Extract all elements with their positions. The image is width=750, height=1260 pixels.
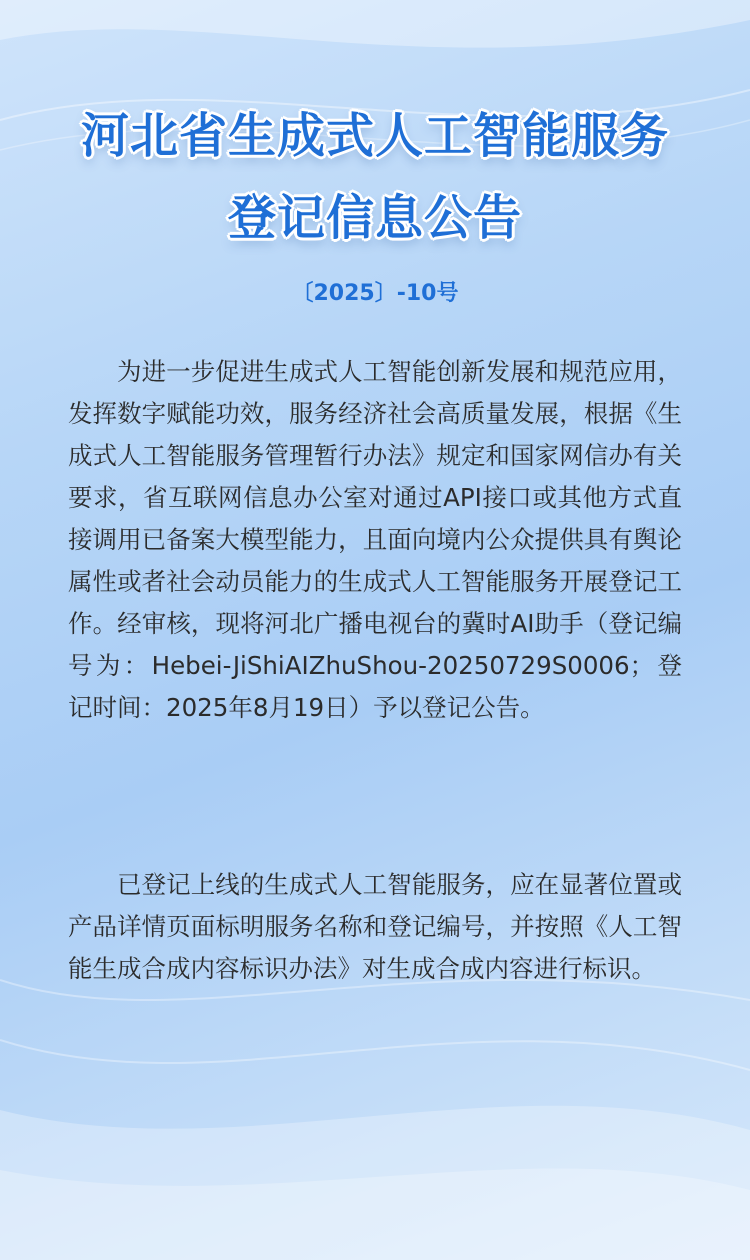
title-line-1: 河北省生成式人工智能服务 [80,108,669,164]
announcement-paragraph-1: 为进一步促进生成式人工智能创新发展和规范应用，发挥数字赋能功效，服务经济社会高质量发展，根据《生成式人工智能服务管理暂行办法》规定和国家网信办有关要求，省互联网信息办公室对通过API接口或其他方式直接调用已备案大模型能力，且面向境内公众提供具有舆论属性或者社会动员能力的生成式人工智能服务开展登记工作。经审核，现将河北广播电视台的冀时AI助手（登记编号为：Hebei-JiShiAIZhuShou-20250729S0006；登记时间：2025年8月19日）予以登记公告。 [68,357,682,722]
document-number: 〔2025〕-10号 [291,281,459,306]
title-line-2: 登记信息公告 [227,190,522,246]
announcement-paragraph-2: 已登记上线的生成式人工智能服务，应在显著位置或产品详情页面标明服务名称和登记编号，并按照《人工智能生成合成内容标识办法》对生成合成内容进行标识。 [68,870,682,983]
